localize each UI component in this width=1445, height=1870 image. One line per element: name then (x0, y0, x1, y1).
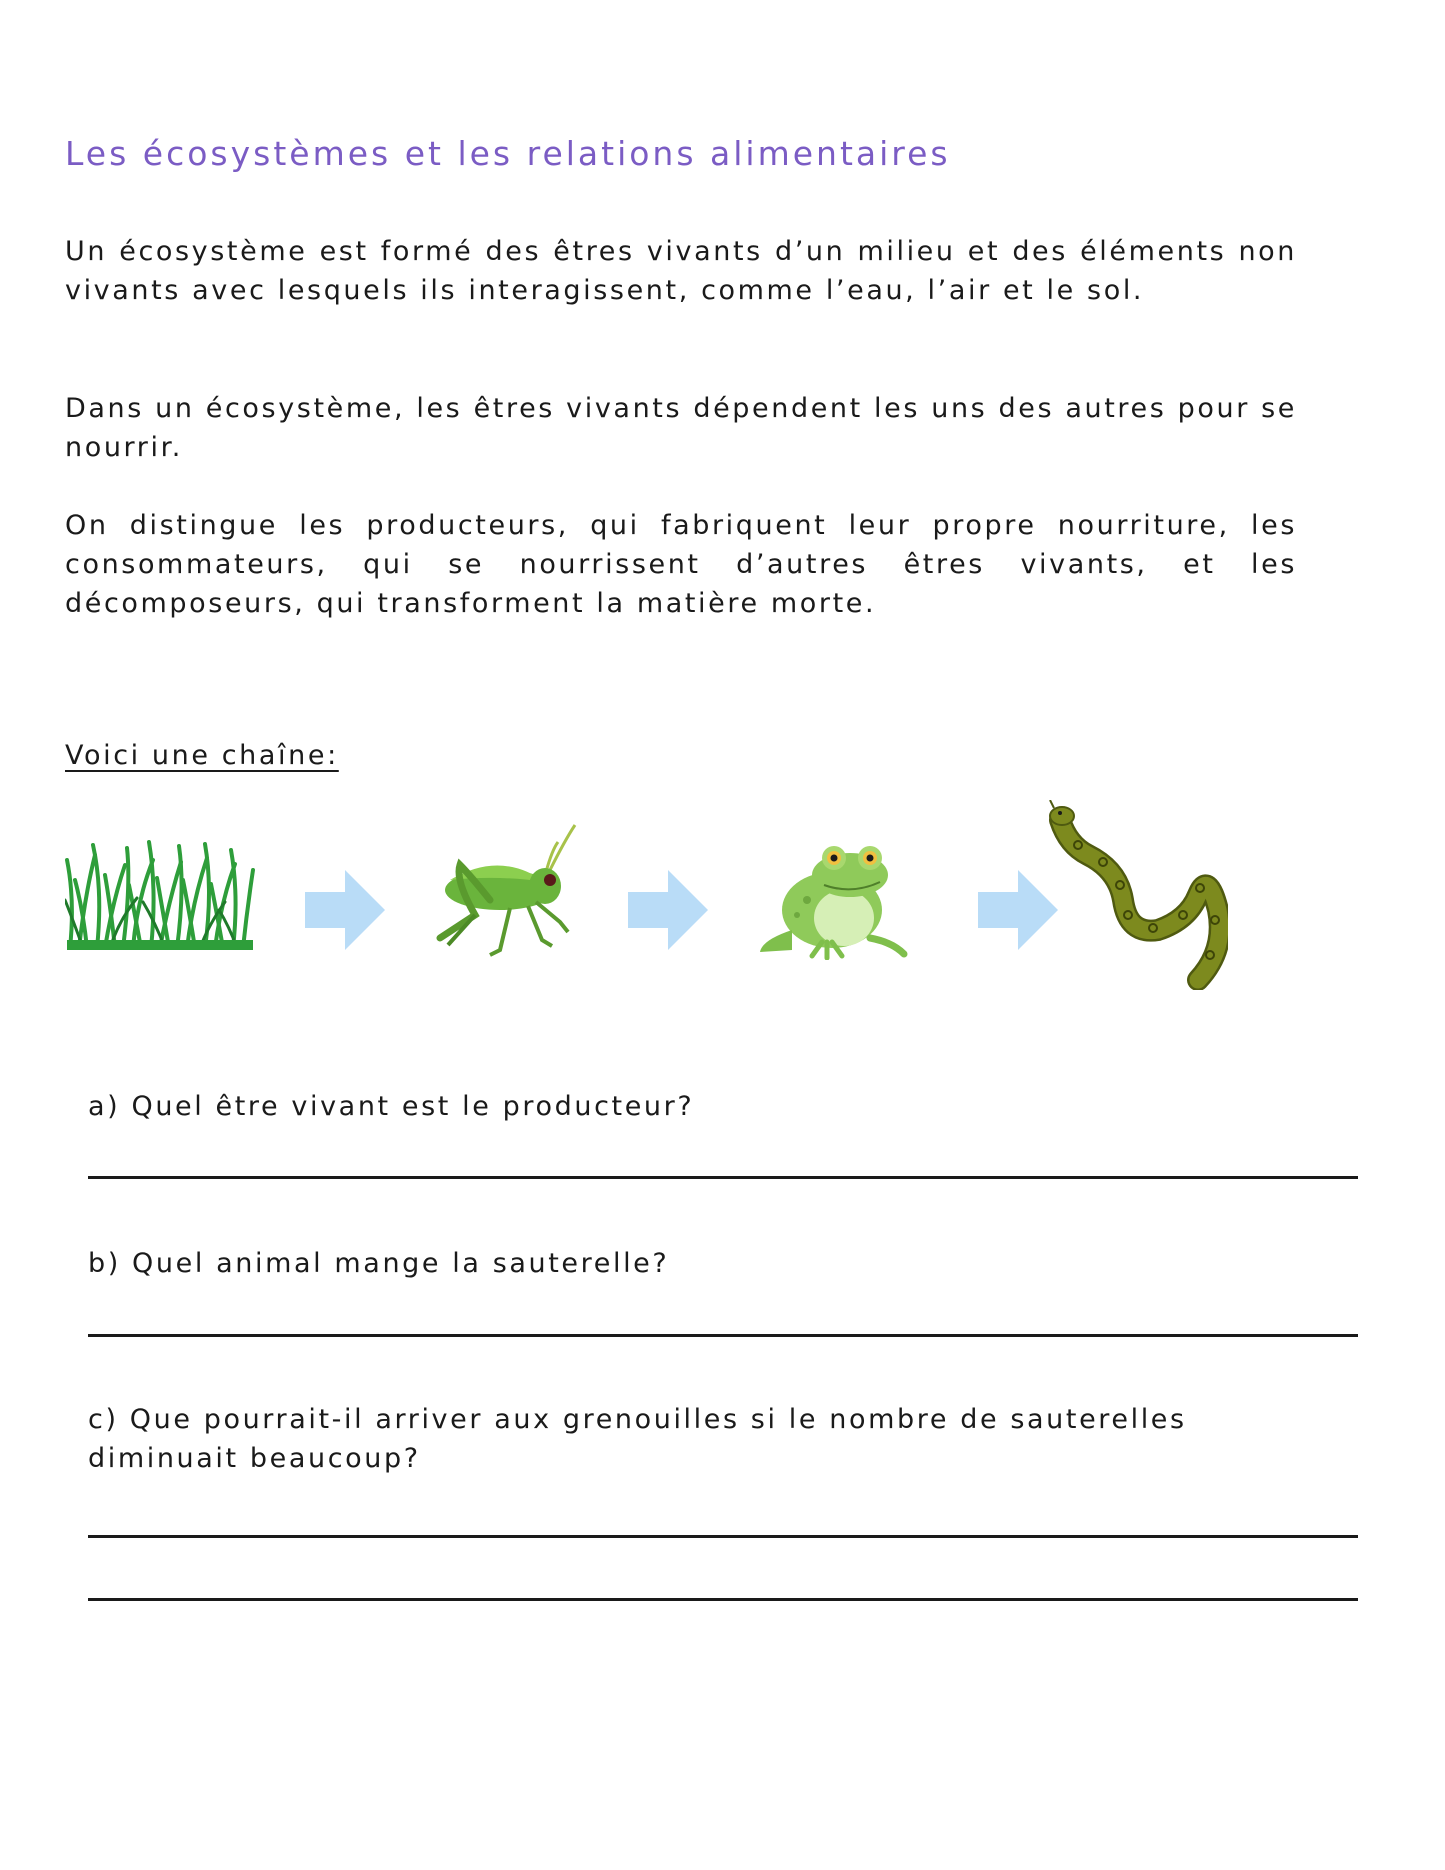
answer-line-b[interactable] (88, 1334, 1358, 1337)
arrow-icon (978, 870, 1058, 950)
paragraph-dependence: Dans un écosystème, les êtres vivants dépendent les uns des autres pour se nourrir. (65, 393, 1297, 463)
page-title: Les écosystèmes et les relations alimentaires (65, 134, 951, 174)
answer-line-c-2[interactable] (88, 1598, 1358, 1601)
paragraph-ecosystem-definition: Un écosystème est formé des êtres vivants d’un milieu et des éléments non vivants avec lesquels ils interagissent, comme l’eau, l’air et le sol. (65, 236, 1297, 306)
answer-line-c-1[interactable] (88, 1535, 1358, 1538)
arrow-icon (305, 870, 385, 950)
answer-line-a[interactable] (88, 1176, 1358, 1179)
grass-image (65, 840, 255, 950)
question-b: b) Quel animal mange la sauterelle? (88, 1248, 670, 1279)
grasshopper-image (430, 820, 580, 965)
question-c: c) Que pourrait-il arriver aux grenouilles si le nombre de sauterelles diminuait beaucoup? (88, 1404, 1187, 1474)
question-a: a) Quel être vivant est le producteur? (88, 1091, 695, 1122)
food-chain-label: Voici une chaîne: (65, 740, 339, 771)
arrow-icon (628, 870, 708, 950)
frog-image (752, 830, 912, 960)
snake-image (1048, 800, 1228, 990)
paragraph-roles: On distingue les producteurs, qui fabriquent leur propre nourriture, les consommateurs, qui se nourrissent d’autres êtres vivants, et les décomposeurs, qui transforment la matière morte. (65, 510, 1297, 619)
